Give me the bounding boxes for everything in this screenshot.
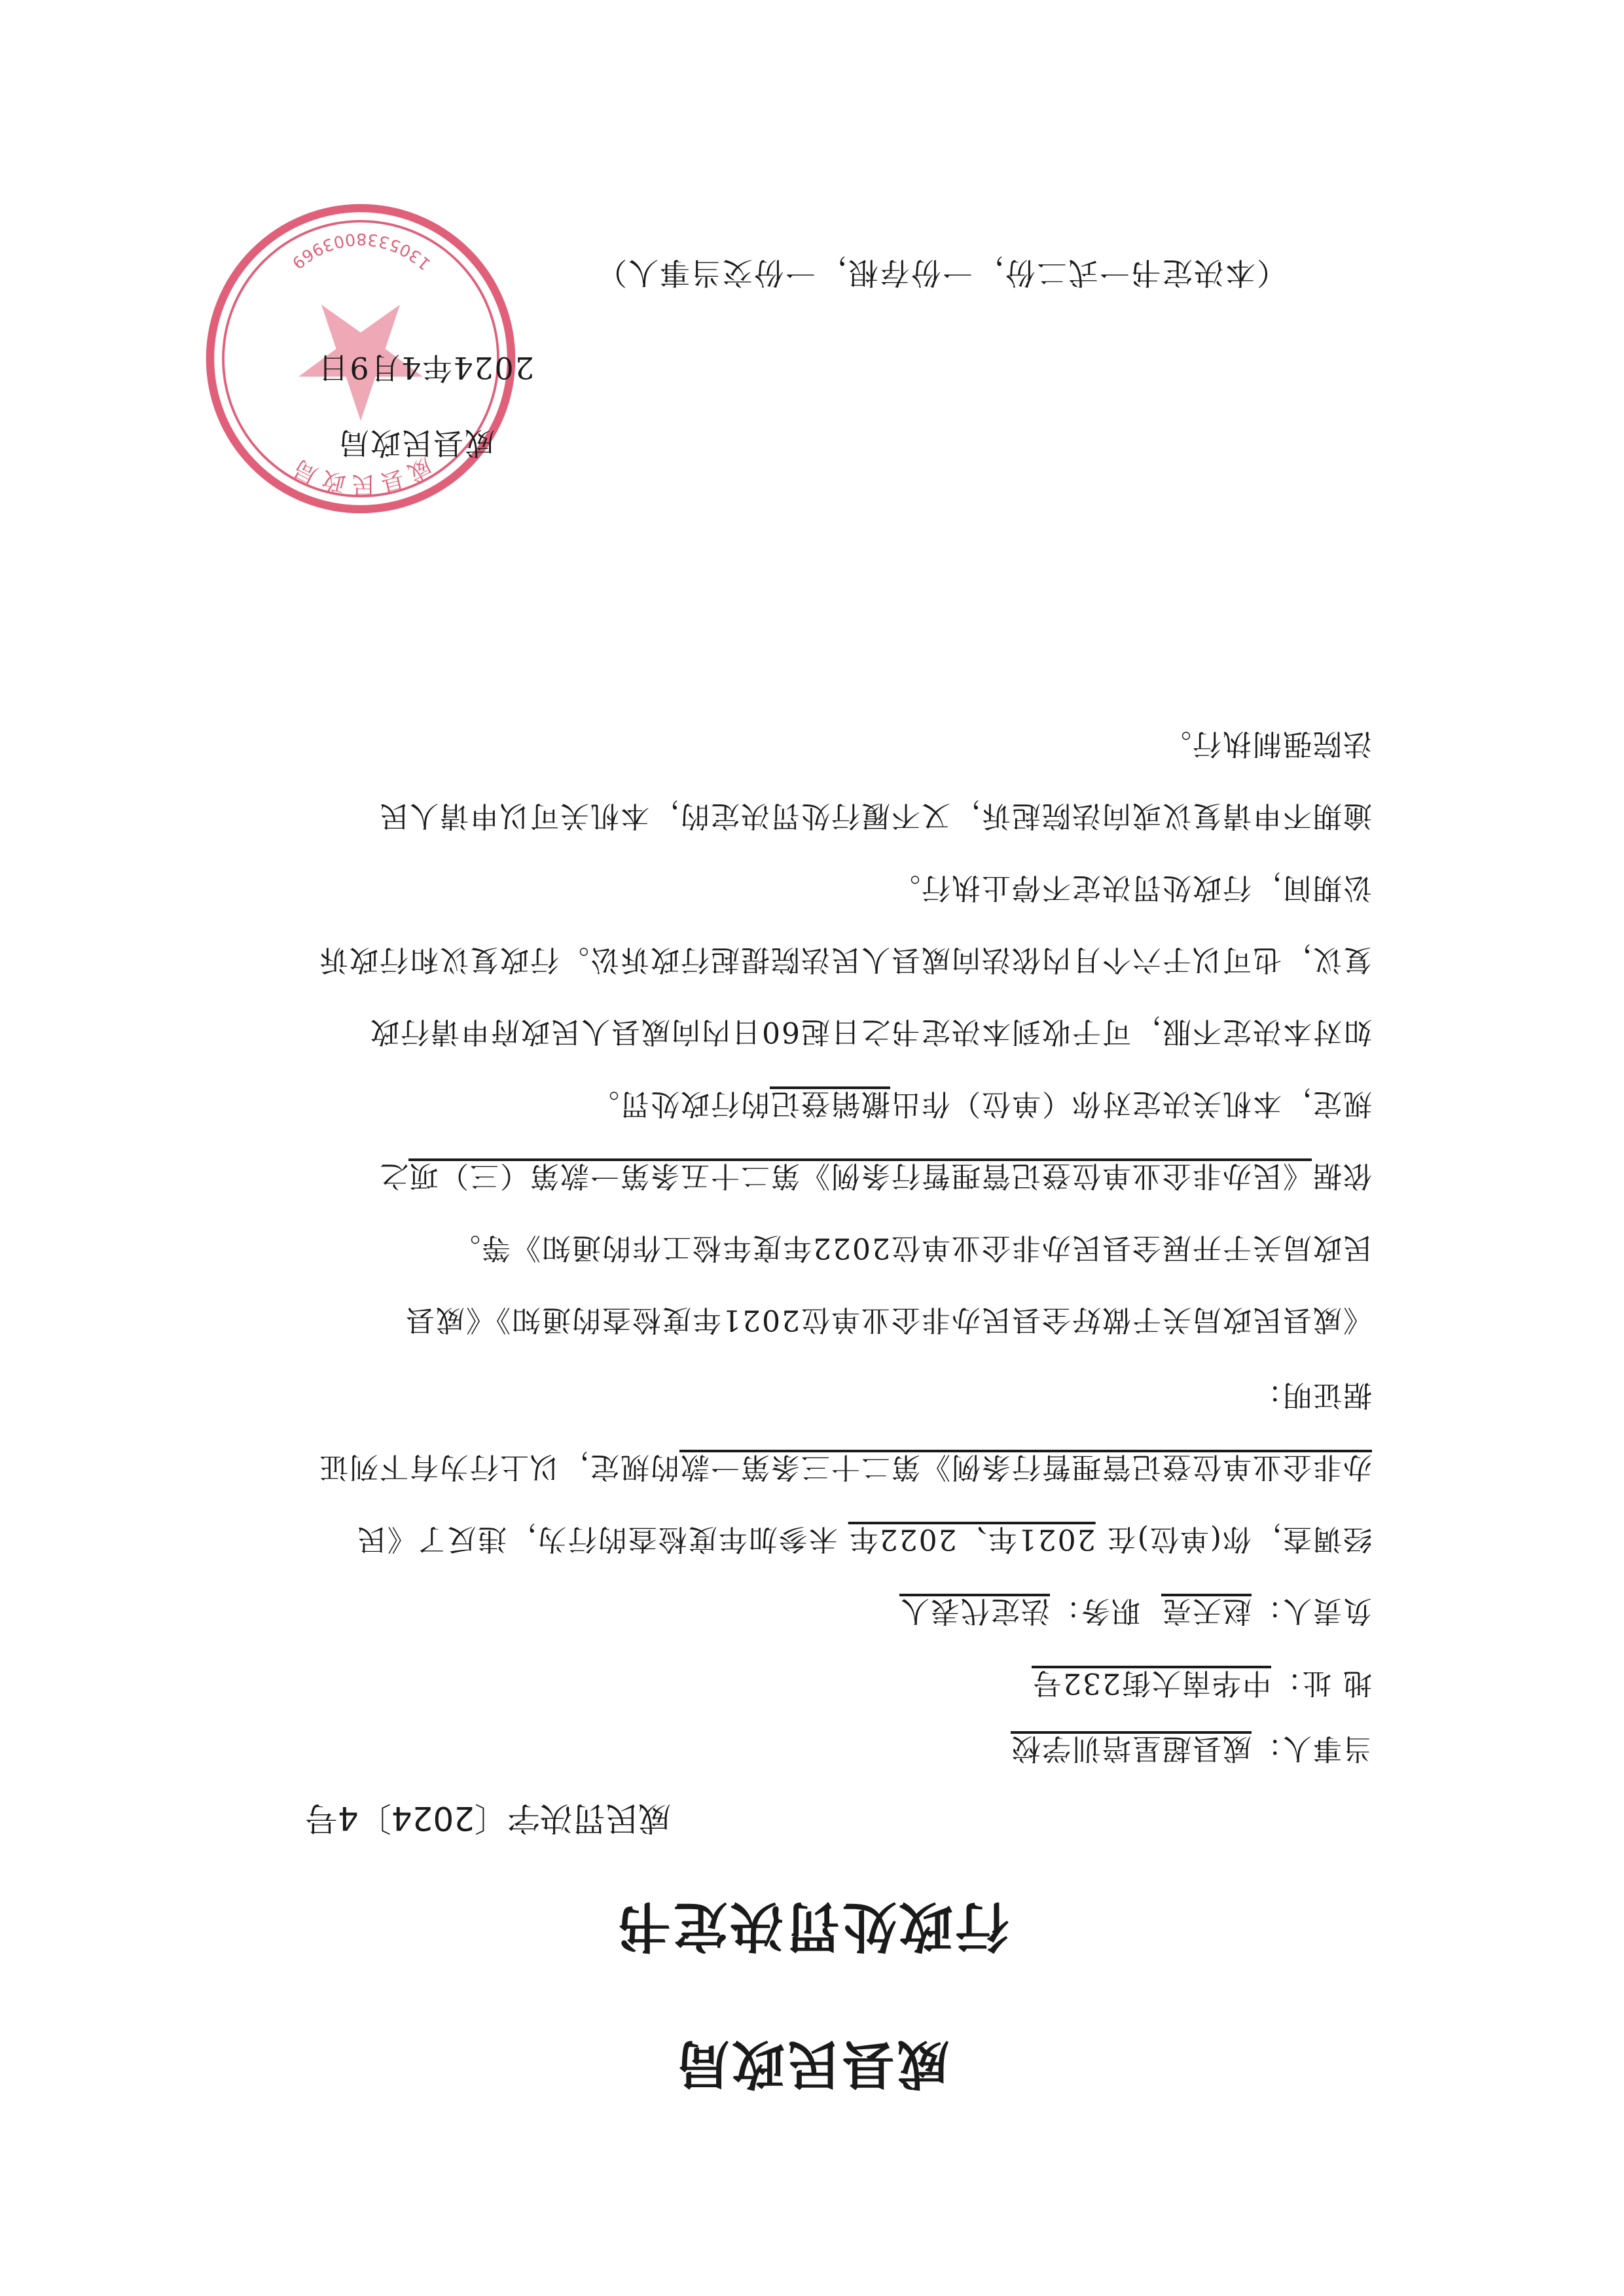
responsible-label: 负责人：	[1252, 1594, 1372, 1628]
body-line-11: 逾期不申请复议或向法院起诉，又不履行处罚决定的，本机关可以申请人民	[378, 799, 1372, 833]
seal-organization: 威县民政局	[285, 452, 436, 497]
body-line-10: 讼期间，行政处罚决定不停止执行。	[890, 871, 1372, 905]
party-value: 威县超星培训学校	[1011, 1732, 1252, 1765]
legal-basis: 《民办非企业单位登记管理暂行条例》第二十五条第一款第（三）项	[408, 1159, 1312, 1193]
party-label: 当事人：	[1252, 1732, 1372, 1765]
position-value: 法定代表人	[899, 1594, 1051, 1628]
violation-years: 2021年、2022年	[848, 1522, 1096, 1556]
body-line-5: 民政局关于开展全县民办非企业单位2022年度年检工作的通知》等。	[450, 1231, 1372, 1265]
violated-regulation: 办非企业单位登记管理暂行条例》第二十三条第一款	[679, 1450, 1372, 1484]
document-title: 行政处罚决定书	[615, 1895, 1009, 1957]
body-line-4: 《威县民政局关于做好全县民办非企业单位2021年度检查的通知》《威县	[405, 1303, 1372, 1336]
svg-text:1305338003969	[287, 230, 435, 274]
body-line-2: 办非企业单位登记管理暂行条例》第二十三条第一款的规定，以上行为有下列证	[318, 1450, 1372, 1484]
document-number: 威民罚决字〔2024〕4号	[304, 1799, 671, 1837]
party-line	[1011, 1731, 1372, 1772]
body-line-9: 复议，也可以于六个月内依法向威县人民法院提起行政诉讼。行政复议和行政诉	[318, 943, 1372, 977]
address-line	[1032, 1665, 1372, 1707]
body-line-8: 如对本决定不服，可于收到本决定书之日起60日内向威县人民政府申请行政	[369, 1015, 1372, 1049]
body-line-1: 经调查，你(单位)在 2021年、2022年 未参加年度检查的行为，违反了《民	[355, 1522, 1372, 1556]
body-line-6: 依据《民办非企业单位登记管理暂行条例》第二十五条第一款第（三）项之	[378, 1159, 1372, 1193]
penalty-value: 撤销登记	[770, 1087, 890, 1121]
address-label: 地 址：	[1271, 1666, 1372, 1700]
organization-heading: 威县民政局	[674, 2034, 950, 2094]
issuer-name: 威县民政局	[338, 425, 495, 461]
responsible-value: 赵天亮	[1161, 1594, 1252, 1628]
body-line-3: 据证明：	[1252, 1378, 1372, 1412]
seal-serial: 1305338003969	[287, 230, 435, 274]
address-value: 中华南大街232号	[1032, 1666, 1271, 1700]
copies-note: （本决定书一式二份，一份存根，一份交当事人）	[596, 255, 1287, 291]
issue-date: 2024年4月9日	[317, 350, 534, 386]
body-line-12: 法院强制执行。	[1161, 727, 1372, 761]
position-label: 职务：	[1050, 1594, 1141, 1628]
responsible-line	[899, 1593, 1372, 1635]
body-line-7: 规定，本机关决定对你（单位）作出撤销登记的行政处罚。	[589, 1087, 1372, 1121]
